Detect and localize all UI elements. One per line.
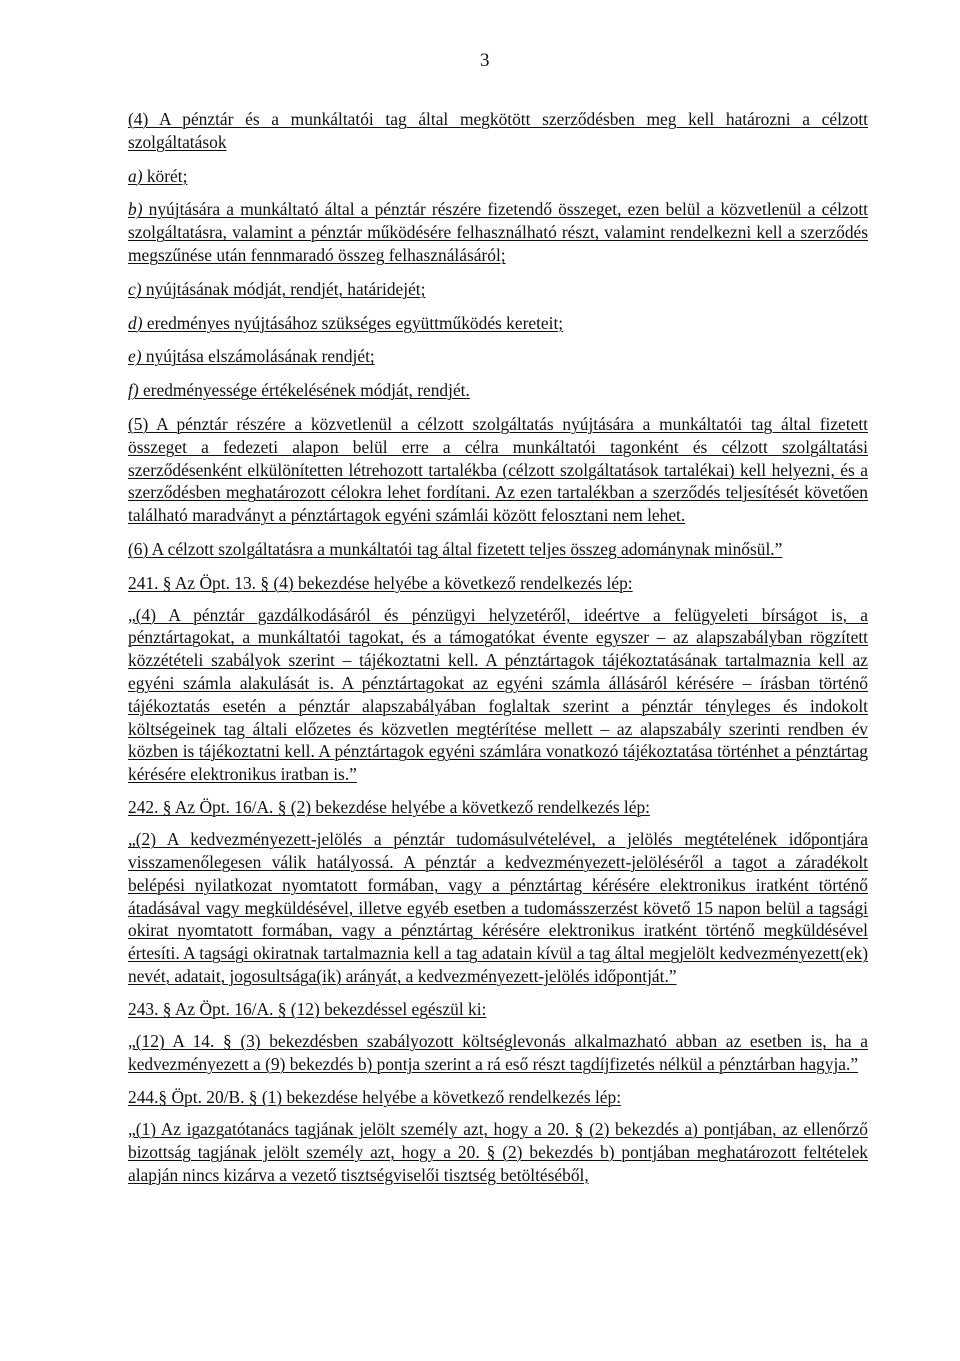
point-a: a) körét; [128,165,188,186]
point-label: d) [128,312,143,333]
section-242-text: „(2) A kedvezményezett-jelölés a pénztár tudomásulvételével, a jelölés megtételének időpontjára visszamenőlegesen válik hatályossá. A pénztár a kedvezményezett-jelöléséről a tagot a záradékolt belépési nyilatkozat nyomtatott formában, vagy a pénztártag kérésére elektronikus iratként történő átadásával vagy megküldésével, illetve egyéb esetben a tudomásszerzést követő 15 napon belül a tagsági okirat nyomtatott formában, vagy a pénztártag kérésére elektronikus iratként történő megküldésével értesíti. A tagsági okiratnak tartalmaznia kell a tag adatain kívül a tag által megjelölt kedvezményezett(ek) nevét, adatait, jogosultsága(ik) arányát, a kedvezményezett-jelölés időpontját.” [128,829,868,986]
section-241-text: „(4) A pénztár gazdálkodásáról és pénzügyi helyzetéről, ideértve a felügyeleti bírságot is, a pénztártagokat, a munkáltatói tagokat, és a támogatókat évente egyszer – az alapszabályban rögzített közzétételi szabályok szerint – tájékoztatni kell. A pénztártagok tájékoztatásának tartalmaznia kell az egyéni számla alakulását is. A pénztártagokat az egyéni számla állásáról kérésére – írásban történő tájékoztatás esetén a pénztár alapszabályában foglaltak szerint a pénztár tényleges és indokolt költségeinek tag általi előzetes és közvetlen megtérítése mellett – az alapszabály szerinti rendben év közben is tájékoztatni kell. A pénztártagok egyéni számlára vonatkozó tájékoztatása történhet a pénztártag kérésére elektronikus iratban is.” [128,604,868,785]
page-number: 3 [480,50,490,71]
document-body [128,108,868,1197]
point-label: b) [128,199,143,220]
section-242-heading: 242. § Az Öpt. 16/A. § (2) bekezdése helyébe a következő rendelkezés lép: [128,797,651,818]
section-243-text: „(12) A 14. § (3) bekezdésben szabályozott költséglevonás alkalmazható abban az esetben is, ha a kedvezményezett a (9) bekezdés b) pontja szerint a rá eső részt tagdíjfizetés nélkül a pénztárban hagyja.” [128,1031,868,1074]
point-label: c) [128,278,142,299]
section-241-heading: 241. § Az Öpt. 13. § (4) bekezdése helyébe a következő rendelkezés lép: [128,572,633,593]
point-d: d) eredményes nyújtásához szükséges együttműködés kereteit; [128,312,564,333]
point-b: b) nyújtására a munkáltató által a pénztár részére fizetendő összeget, ezen belül a közvetlenül a célzott szolgáltatásra, valamint a pénztár működésére felhasználható részt, valamint rendelkezni kell a szerződés megszűnése után fennmaradó összeg felhasználásáról; [128,199,868,265]
point-label: a) [128,165,143,186]
point-e: e) nyújtása elszámolásának rendjét; [128,346,375,367]
point-label: f) [128,380,139,401]
paragraph-5: (5) A pénztár részére a közvetlenül a célzott szolgáltatás nyújtására a munkáltatói tag által fizetett összeget a fedezeti alapon belül erre a célra munkáltatói tagonként és célzott szolgáltatási szerződésenként elkülönítetten létrehozott tartalékba (célzott szolgáltatások tartalékai) kell helyezni, és a szerződésben meghatározott célokra lehet fordítani. Az ezen tartalékban a szerződés teljesítését követően található maradványt a pénztártagok egyéni számlái között felosztani nem lehet. [128,413,868,526]
section-244-heading: 244.§ Öpt. 20/B. § (1) bekezdése helyébe a következő rendelkezés lép: [128,1087,622,1108]
paragraph-6: (6) A célzott szolgáltatásra a munkáltatói tag által fizetett teljes összeg adománynak minősül.” [128,538,783,559]
section-243-heading: 243. § Az Öpt. 16/A. § (12) bekezdéssel egészül ki: [128,999,487,1020]
point-c: c) nyújtásának módját, rendjét, határidejét; [128,278,426,299]
section-244-text: „(1) Az igazgatótanács tagjának jelölt személy azt, hogy a 20. § (2) bekezdés a) pontjában, az ellenőrző bizottság tagjának jelölt személy azt, hogy a 20. § (2) bekezdés b) pontjában meghatározott feltételek alapján nincs kizárva a vezető tisztségviselői tisztség betöltéséből, [128,1118,868,1185]
paragraph-4-intro: (4) A pénztár és a munkáltatói tag által megkötött szerződésben meg kell határozni a célzott szolgáltatások [128,109,868,152]
point-label: e) [128,346,142,367]
point-f: f) eredményessége értékelésének módját, rendjét. [128,380,470,401]
